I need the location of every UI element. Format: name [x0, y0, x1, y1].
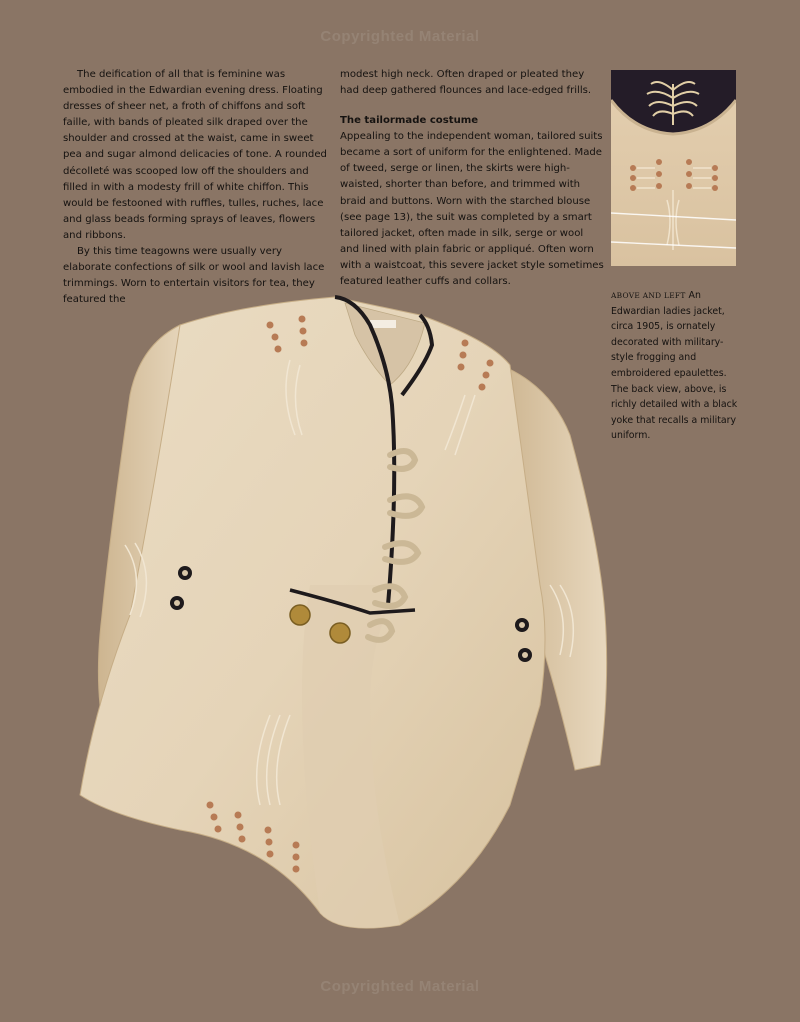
watermark-top: Copyrighted Material — [320, 28, 480, 45]
caption-lead: ABOVE AND LEFT — [611, 291, 686, 300]
text-column-1 — [63, 67, 327, 308]
section-heading: The tailormade costume — [340, 115, 479, 127]
caption-text: An Edwardian ladies jacket, circa 1905, is ornately decorated with military-style frogging and embroidered epaulettes. The back view, above, is richly detailed with a black yoke that recalls a military uniform. — [611, 290, 738, 442]
paragraph-evening-dress: The deification of all that is feminine was embodied in the Edwardian evening dress. Floating dresses of sheer net, a froth of chiffons and soft faille, with bands of pleated silk draped over the shoulder and crossed at the waist, came in sweet pea and sugar almond delicacies of tone. A rounded décolleté was scooped low off the shoulders and filled in with a modesty frill of white chiffon. This would be festooned with ruffles, tulles, ruches, lace and glass beads forming sprays of leaves, flowers and ribbons. — [63, 69, 327, 241]
photo-caption — [611, 288, 741, 444]
paragraph-continuation: modest high neck. Often draped or pleated they had deep gathered flounces and lace-edged frills. — [340, 69, 592, 97]
jacket-front-photo — [70, 285, 615, 935]
paragraph-teagowns: By this time teagowns were usually very elaborate confections of silk or wool and lavish lace trimmings. Worn to entertain visitors for tea, they featured the — [63, 246, 325, 306]
text-column-2 — [340, 67, 605, 290]
watermark-bottom: Copyrighted Material — [320, 978, 480, 995]
paragraph-tailormade: Appealing to the independent woman, tailored suits became a sort of uniform for the enlightened. Made of tweed, serge or linen, the skirts were high-waisted, shorter than before, and trimmed with braid and buttons. Worn with the starched blouse (see page 13), the suit was completed by a smart tailored jacket, often made in silk, serge or wool and lined with plain fabric or appliqué. Often worn with a waistcoat, this severe jacket style sometimes featured leather cuffs and collars. — [340, 131, 604, 288]
jacket-back-photo — [611, 70, 736, 266]
